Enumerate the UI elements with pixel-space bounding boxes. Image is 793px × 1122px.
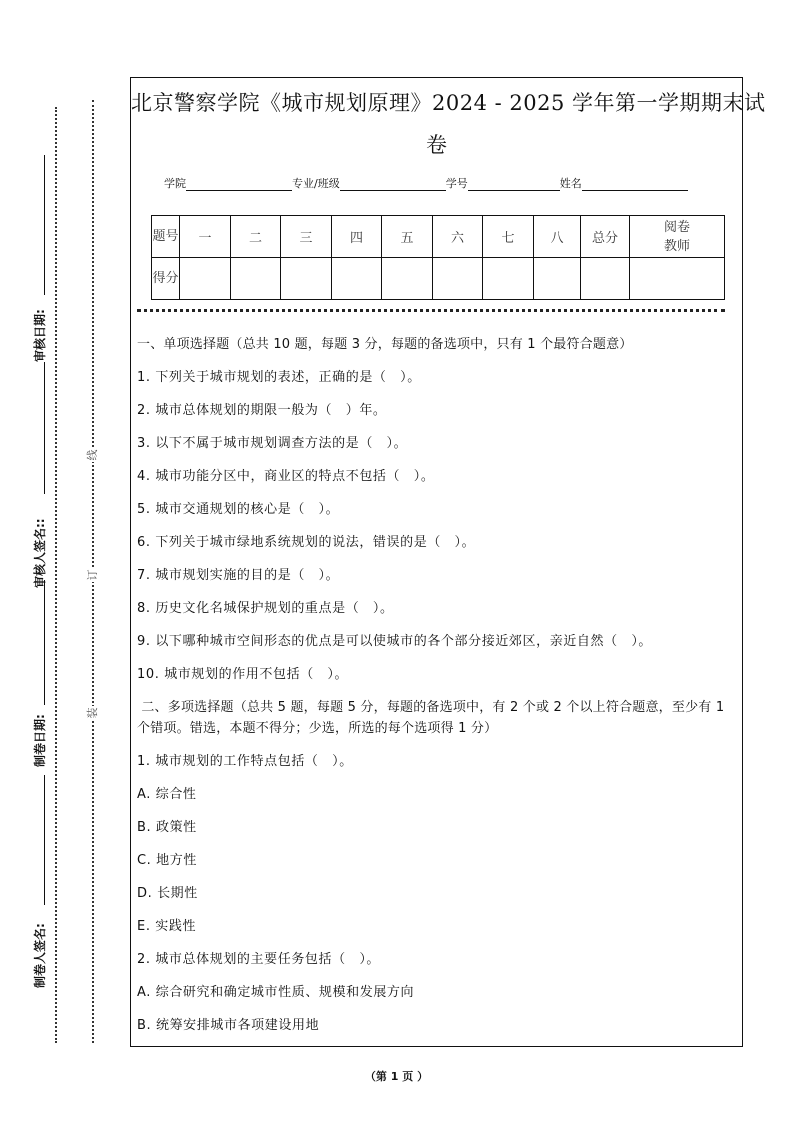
review-date-label: 审核日期: bbox=[33, 309, 47, 362]
dotted-binding-line-outer bbox=[55, 107, 57, 1043]
reviewer-signature-label: 审核人签名:: bbox=[33, 518, 47, 588]
question-item: 4. 城市功能分区中，商业区的特点不包括（ ）。 bbox=[137, 469, 435, 484]
column-header: 一 bbox=[180, 216, 231, 258]
option-item: A. 综合研究和确定城市性质、规模和发展方向 bbox=[137, 985, 415, 1000]
column-header: 六 bbox=[433, 216, 483, 258]
exam-title-continued: 卷 bbox=[426, 133, 447, 157]
column-header-grader bbox=[630, 216, 725, 258]
question-item: 7. 城市规划实施的目的是（ ）。 bbox=[137, 568, 340, 583]
question-item: 5. 城市交通规划的核心是（ ）。 bbox=[137, 502, 340, 517]
review-date-line[interactable] bbox=[44, 155, 45, 295]
questions-body bbox=[137, 328, 737, 1042]
major-class-field[interactable] bbox=[340, 178, 446, 191]
question-item: 2. 城市总体规划的主要任务包括（ ）。 bbox=[137, 952, 381, 967]
score-cell[interactable] bbox=[332, 258, 382, 300]
option-item: A. 综合性 bbox=[137, 787, 197, 802]
major-class-label: 专业/班级 bbox=[292, 177, 340, 190]
question-item: 9. 以下哪种城市空间形态的优点是可以使城市的各个部分接近郊区，亲近自然（ ）。 bbox=[137, 634, 653, 649]
column-header: 七 bbox=[483, 216, 534, 258]
cut-mark-ding: 订 bbox=[86, 569, 99, 581]
score-cell[interactable] bbox=[231, 258, 281, 300]
row-header-score bbox=[152, 258, 180, 300]
score-cell[interactable] bbox=[433, 258, 483, 300]
row-header-question-number bbox=[152, 216, 180, 258]
prepare-date-line[interactable] bbox=[44, 580, 45, 705]
question-item: 1. 下列关于城市规划的表述，正确的是（ ）。 bbox=[137, 370, 421, 385]
column-header: 八 bbox=[534, 216, 581, 258]
question-item: 10. 城市规划的作用不包括（ ）。 bbox=[137, 667, 349, 682]
student-id-field[interactable] bbox=[468, 178, 560, 191]
score-table bbox=[151, 215, 725, 300]
page-number: （第 1 页 ） bbox=[364, 1070, 429, 1083]
column-header: 五 bbox=[382, 216, 433, 258]
option-item: B. 统筹安排城市各项建设用地 bbox=[137, 1018, 320, 1033]
cut-mark-xian: 线 bbox=[86, 449, 99, 461]
name-field[interactable] bbox=[582, 178, 688, 191]
row-header-text: 得分 bbox=[152, 271, 179, 286]
dotted-separator bbox=[137, 309, 725, 312]
score-cell[interactable] bbox=[180, 258, 231, 300]
column-header: 四 bbox=[332, 216, 382, 258]
option-item: C. 地方性 bbox=[137, 853, 197, 868]
row-header-text: 题号 bbox=[152, 229, 179, 244]
option-item: E. 实践性 bbox=[137, 919, 197, 934]
name-label: 姓名 bbox=[559, 177, 582, 190]
column-header: 二 bbox=[231, 216, 281, 258]
question-item: 6. 下列关于城市绿地系统规划的说法，错误的是（ ）。 bbox=[137, 535, 476, 550]
score-cell[interactable] bbox=[534, 258, 581, 300]
reviewer-signature-line[interactable] bbox=[44, 362, 45, 494]
prepare-date-label: 制卷日期: bbox=[33, 714, 47, 767]
score-cell[interactable] bbox=[382, 258, 433, 300]
college-label: 学院 bbox=[164, 177, 186, 190]
question-item: 2. 城市总体规划的期限一般为（ ）年。 bbox=[137, 403, 387, 418]
option-item: B. 政策性 bbox=[137, 820, 197, 835]
total-score-cell[interactable] bbox=[581, 258, 630, 300]
column-header-total: 总分 bbox=[581, 216, 630, 258]
section-heading-single-choice: 一、单项选择题（总共 10 题，每题 3 分，每题的备选项中，只有 1 个最符合题意） bbox=[137, 337, 633, 352]
question-item: 3. 以下不属于城市规划调查方法的是（ ）。 bbox=[137, 436, 408, 451]
student-id-label: 学号 bbox=[445, 177, 468, 190]
preparer-signature-label: 制卷人签名: bbox=[33, 923, 47, 988]
score-cell[interactable] bbox=[483, 258, 534, 300]
student-info-row bbox=[164, 175, 688, 191]
question-number-row bbox=[152, 216, 725, 258]
question-item: 8. 历史文化名城保护规划的重点是（ ）。 bbox=[137, 601, 394, 616]
question-item: 1. 城市规划的工作特点包括（ ）。 bbox=[137, 754, 353, 769]
column-header: 三 bbox=[281, 216, 332, 258]
exam-title: 北京警察学院《城市规划原理》2024 - 2025 学年第一学期期末试 bbox=[131, 91, 766, 115]
grader-cell[interactable] bbox=[630, 258, 725, 300]
grader-header-text: 阅卷教师 bbox=[663, 219, 690, 254]
section-heading-multiple-choice: 二、多项选择题（总共 5 题，每题 5 分，每题的备选项中，有 2 个或 2 个以上符合题意，至少有 1 个错项。错选，本题不得分；少选，所选的每个选项得 1 分） bbox=[137, 700, 729, 736]
cut-mark-zhuang: 装 bbox=[86, 707, 99, 719]
college-field[interactable] bbox=[186, 178, 292, 191]
option-item: D. 长期性 bbox=[137, 886, 198, 901]
preparer-signature-line[interactable] bbox=[44, 775, 45, 905]
score-cell[interactable] bbox=[281, 258, 332, 300]
exam-page-frame bbox=[130, 77, 766, 1047]
score-row bbox=[152, 258, 725, 300]
